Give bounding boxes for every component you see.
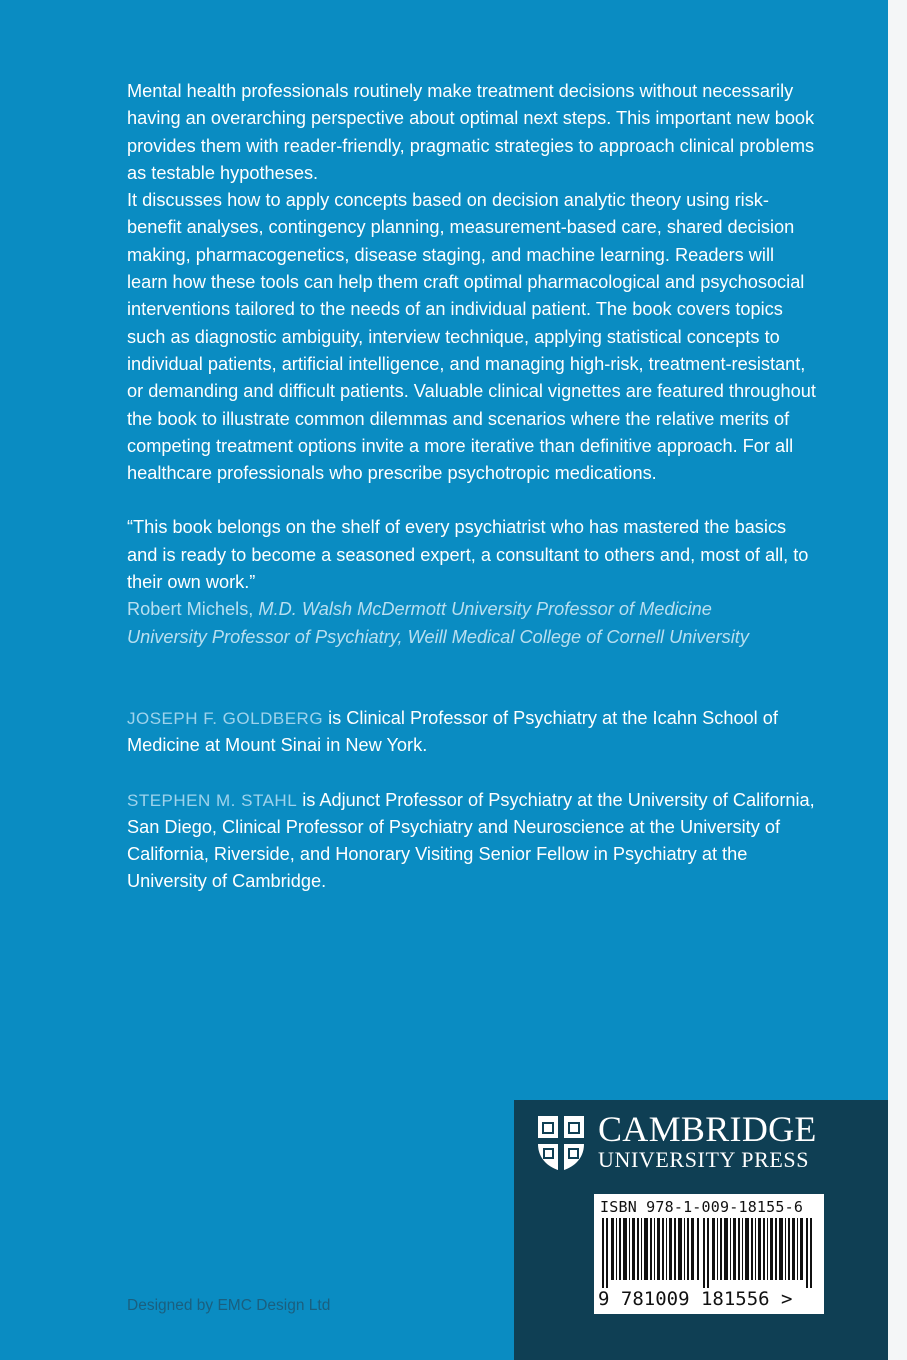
quote-attribution <box>127 599 817 651</box>
blurb-paragraph-1: Mental health professionals routinely make treatment decisions without necessarily having an overarching perspective about optimal next steps. This important new book provides them with reader-friendly, pragmatic strategies to approach clinical problems as testable hypotheses. <box>127 81 815 183</box>
author-bio-goldberg <box>127 705 817 760</box>
barcode-icon <box>602 1218 816 1288</box>
designer-credit: Designed by EMC Design Ltd <box>127 1297 331 1314</box>
author-name-stahl: STEPHEN M. STAHL <box>127 790 298 810</box>
publisher-panel <box>514 1100 888 1360</box>
author-name-goldberg: JOSEPH F. GOLDBERG <box>127 708 324 728</box>
quote-author-role-1: M.D. Walsh McDermott University Professor of Medicine <box>258 599 712 620</box>
quote-text: “This book belongs on the shelf of every psychiatrist who has mastered the basics and is ready to become a seasoned expert, a consultant to others and, most of all, to their own work.” <box>127 517 809 593</box>
barcode-digits: 9 781009 181556 > <box>598 1288 793 1310</box>
quote-author: Robert Michels, <box>127 599 254 620</box>
isbn-number: ISBN 978-1-009-18155-6 <box>600 1198 804 1216</box>
publisher-name: CAMBRIDGE <box>598 1109 817 1149</box>
author-bio-text-stahl: is Adjunct Professor of Psychiatry at the University of California, San Diego, Clinical Professor of Psychiatry and Neuroscience at the University of California, Riverside, and Honorary Visiting Senior Fellow in Psychiatry at the University of Cambridge. <box>127 789 815 892</box>
page-edge <box>888 0 907 1360</box>
publisher-subname: UNIVERSITY PRESS <box>598 1147 810 1172</box>
author-bio-text-goldberg: is Clinical Professor of Psychiatry at the Icahn School of Medicine at Mount Sinai in New York. <box>127 707 778 756</box>
quote-author-role-2: University Professor of Psychiatry, Weill Medical College of Cornell University <box>127 626 749 647</box>
cover-text <box>127 78 817 896</box>
barcode-label <box>594 1194 824 1314</box>
cambridge-shield-icon <box>536 1114 586 1172</box>
author-bio-stahl <box>127 787 817 896</box>
endorsement-quote <box>127 514 817 650</box>
blurb-paragraph-2: It discusses how to apply concepts based on decision analytic theory using risk-benefit analyses, contingency planning, measurement-based care, shared decision making, pharmacogenetics, disease staging, and machine learning. Readers will learn how these tools can help them craft optimal pharmacological and psychosocial interventions tailored to the needs of an individual patient. The book covers topics such as diagnostic ambiguity, interview technique, applying statistical concepts to individual patients, artificial intelligence, and managing high-risk, treatment-resistant, or demanding and difficult patients. Valuable clinical vignettes are featured throughout the book to illustrate common dilemmas and scenarios where the relative merits of competing treatment options invite a more iterative than definitive approach. For all healthcare professionals who prescribe psychotropic medications. <box>127 190 816 484</box>
